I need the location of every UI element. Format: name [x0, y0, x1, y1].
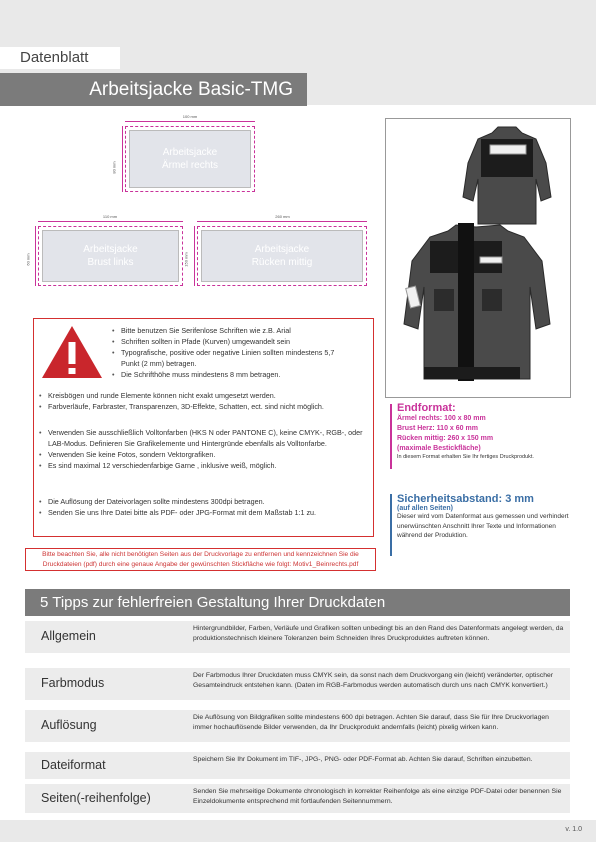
warning-item: • Kreisbögen und runde Elemente können nicht exakt umgesetzt werden.	[37, 390, 369, 401]
tip-label: Seiten(-reihenfolge)	[41, 791, 151, 805]
template-aermel-rechts	[125, 126, 255, 192]
warning-item: • Es sind maximal 12 verschiedenfarbige Garne , inklusive weiß, möglich.	[37, 460, 369, 471]
jacket-back-view	[463, 127, 551, 224]
brust-height-label: 60 mm	[25, 253, 31, 266]
warning-top-list	[110, 325, 335, 380]
warning-bottom-list	[37, 496, 369, 518]
endformat-line: Rücken mittig: 260 x 150 mm	[397, 435, 494, 442]
template-aermel-label: Arbeitsjacke Ärmel rechts	[129, 130, 251, 188]
template-ruecken-label: Arbeitsjacke Rücken mittig	[201, 230, 363, 282]
endformat-title: Endformat:	[397, 402, 456, 414]
template-brust-links	[38, 226, 183, 286]
brust-width-line	[38, 221, 183, 222]
warning-item: • Verwenden Sie ausschließlich Volltonfarben (HKS N oder PANTONE C), keine CMYK-, RGB-, oder LAB-Modus. Definieren Sie Grafikelemente und Hintergründe ebenfalls als Volltonfarbe.	[37, 427, 369, 449]
tip-text: Hintergrundbilder, Farben, Verläufe und Grafiken sollten unbedingt bis an den Rand des Datenformats angelegt werden, da produktionstechnisch kleinere Toleranzen beim Schneiden Ihres Druckproduktes auftreten können.	[193, 625, 564, 642]
warning-icon	[40, 324, 104, 380]
aermel-height-line	[122, 126, 123, 192]
jacket-front-view	[404, 223, 550, 381]
endformat-line: Ärmel rechts: 100 x 80 mm	[397, 415, 486, 422]
template-brust-label: Arbeitsjacke Brust links	[42, 230, 179, 282]
datasheet-tab: Datenblatt	[0, 47, 120, 69]
endformat-line: (maximale Bestickfläche)	[397, 445, 481, 452]
endformat-section	[397, 402, 572, 461]
ruecken-height-label: 150 mm	[183, 252, 189, 267]
tip-row-allgemein	[25, 621, 570, 653]
tip-label: Allgemein	[41, 629, 96, 643]
tip-row-aufloesung	[25, 710, 570, 742]
tip-label: Farbmodus	[41, 676, 105, 690]
warning-item: • Verwenden Sie keine Fotos, sondern Vektorgrafiken.	[37, 449, 369, 460]
ruecken-width-line	[197, 221, 367, 222]
version-label: v. 1.0	[565, 826, 582, 833]
ruecken-width-label: 260 mm	[275, 214, 290, 219]
safety-accent-bar	[390, 494, 392, 556]
tip-text: Der Farbmodus Ihrer Druckdaten muss CMYK sein, da sonst nach dem Druckvorgang ein (leicht) veränderter, optischer Gesamteindruck entstehen kann. (Daten im RGB-Farbmodus werden automatisch durch uns nach CMYK konvertiert.)	[193, 672, 554, 689]
tip-row-seitenreihenfolge	[25, 784, 570, 813]
tip-row-farbmodus	[25, 668, 570, 700]
warning-item: • Die Auflösung der Dateivorlagen sollte mindestens 300dpi betragen.	[37, 496, 369, 507]
warning-mid2-list	[37, 427, 369, 471]
warning-item: • Typografische, positive oder negative Linien sollten mindestens 5,7 Punkt (2 mm) betragen.	[110, 347, 335, 369]
warning-item: • Schriften sollten in Pfade (Kurven) umgewandelt sein	[110, 336, 335, 347]
ruecken-height-line	[194, 226, 195, 286]
warning-item: • Farbverläufe, Farbraster, Transparenzen, 3D-Effekte, Schatten, ect. sind nicht möglich.	[37, 401, 369, 412]
aermel-width-line	[125, 121, 255, 122]
file-naming-note: Bitte beachten Sie, alle nicht benötigten Seiten aus der Druckvorlage zu entfernen und kennzeichnen Sie die Druckdateien (pdf) durch eine genaue Angabe der gewünschten Stickfläche wie folgt: Motiv1_Beinrechts.pdf	[25, 548, 376, 571]
jacket-illustration	[386, 119, 572, 399]
warning-item: • Bitte benutzen Sie Serifenlose Schriften wie z.B. Arial	[110, 325, 335, 336]
warning-item: • Die Schrifthöhe muss mindestens 8 mm betragen.	[110, 369, 335, 380]
tip-text: Senden Sie mehrseitige Dokumente chronologisch in korrekter Reihenfolge als eine einzige PDF-Datei oder benennen Sie Einzeldokumente entsprechend mit fortlaufenden Seitennummern.	[193, 788, 562, 805]
tip-text: Die Auflösung von Bildgrafiken sollte mindestens 600 dpi betragen. Achten Sie darauf, dass Sie für Ihre Druckvorlagen immer hochauflösende Bilder verwenden, da Ihr Druckprodukt andernfalls (leicht) pixelig wirken kann.	[193, 714, 549, 731]
endformat-line: Brust Herz: 110 x 60 mm	[397, 425, 478, 432]
warning-mid-list	[37, 390, 369, 412]
tip-text: Speichern Sie Ihr Dokument im TIF-, JPG-, PNG- oder PDF-Format ab. Achten Sie darauf, Schriften einzubetten.	[193, 756, 533, 763]
tip-row-dateiformat	[25, 752, 570, 779]
brust-height-line	[35, 226, 36, 286]
endformat-accent-bar	[390, 404, 392, 469]
brust-width-label: 110 mm	[102, 214, 118, 219]
tip-label: Auflösung	[41, 718, 97, 732]
safety-section	[397, 493, 572, 541]
tips-heading: 5 Tipps zur fehlerfreien Gestaltung Ihrer Druckdaten	[25, 589, 570, 616]
template-ruecken-mittig	[197, 226, 367, 286]
safety-title: Sicherheitsabstand: 3 mm	[397, 493, 534, 505]
tip-label: Dateiformat	[41, 758, 106, 772]
endformat-note: In diesem Format erhalten Sie Ihr fertiges Druckprodukt.	[397, 454, 534, 460]
safety-subtitle: (auf allen Seiten)	[397, 505, 454, 512]
aermel-height-label: 80 mm	[111, 161, 117, 174]
warning-item: • Senden Sie uns Ihre Datei bitte als PDF- oder JPG-Format mit dem Maßstab 1:1 zu.	[37, 507, 369, 518]
page-title: Arbeitsjacke Basic-TMG	[0, 73, 307, 106]
jacket-photo-panel	[385, 118, 571, 398]
aermel-width-label: 100 mm	[182, 114, 198, 119]
safety-body: Dieser wird vom Datenformat aus gemessen und verhindert unerwünschten Anschnitt Ihrer Texte und Informationen während der Produktion.	[397, 513, 569, 539]
footer-band	[0, 820, 596, 842]
